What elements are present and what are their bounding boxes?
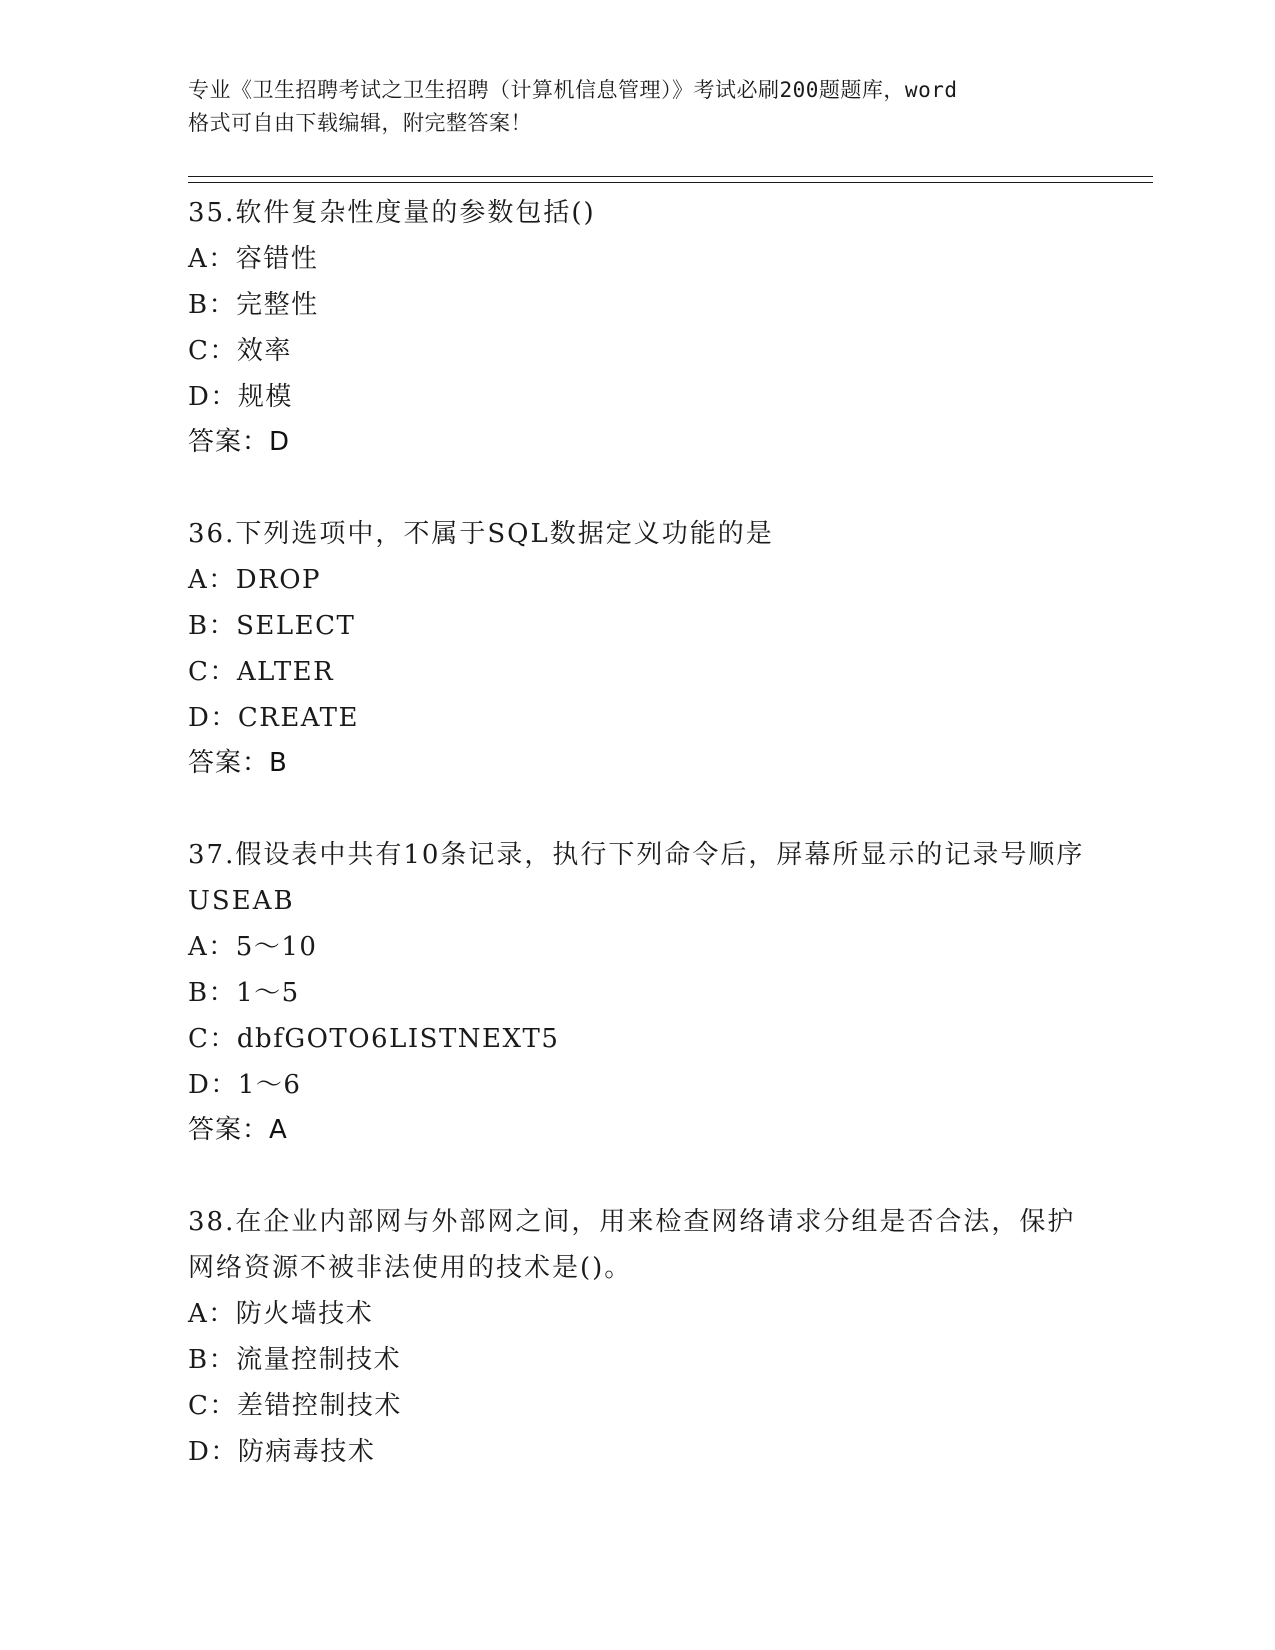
option-text: 差错控制技术 <box>236 1391 402 1421</box>
option-text: 效率 <box>236 336 292 366</box>
option-c <box>188 328 1088 374</box>
option-a <box>188 1291 1088 1337</box>
option-letter: D： <box>188 703 238 733</box>
option-d <box>188 1429 1088 1475</box>
option-letter: B： <box>188 1345 237 1375</box>
option-d <box>188 374 1088 420</box>
option-letter: C： <box>188 1391 237 1421</box>
option-letter: C： <box>188 336 237 366</box>
question-37 <box>188 832 1088 1152</box>
option-letter: C： <box>188 1024 237 1054</box>
option-text: dbfGOTO6LISTNEXT5 <box>236 1024 560 1054</box>
option-text: DROP <box>235 565 322 595</box>
option-letter: A： <box>188 244 236 274</box>
answer-line: 答案：D <box>188 427 291 457</box>
option-text: 1～6 <box>237 1070 302 1100</box>
option-b <box>188 1337 1088 1383</box>
option-letter: A： <box>188 1299 236 1329</box>
option-letter: B： <box>188 290 237 320</box>
option-letter: D： <box>188 1437 238 1467</box>
option-d <box>188 695 1088 741</box>
option-text: 流量控制技术 <box>236 1345 402 1375</box>
option-letter: C： <box>188 657 237 687</box>
option-c <box>188 1383 1088 1429</box>
header-divider-bottom <box>188 182 1153 183</box>
option-text: 5～10 <box>235 932 318 962</box>
question-stem: 37.假设表中共有10条记录，执行下列命令后，屏幕所显示的记录号顺序USEAB <box>188 840 1085 916</box>
option-a <box>188 557 1088 603</box>
question-stem: 36.下列选项中，不属于SQL数据定义功能的是 <box>188 519 774 549</box>
question-list <box>188 190 1088 1522</box>
header-line-2: 格式可自由下载编辑，附完整答案！ <box>188 111 532 135</box>
option-a <box>188 236 1088 282</box>
option-b <box>188 282 1088 328</box>
option-letter: A： <box>188 565 236 595</box>
question-38 <box>188 1199 1088 1475</box>
option-letter: B： <box>188 978 237 1008</box>
question-35 <box>188 190 1088 464</box>
option-b <box>188 970 1088 1016</box>
option-text: 1～5 <box>236 978 300 1008</box>
header-divider-top <box>188 176 1153 177</box>
answer-line: 答案：A <box>188 1115 288 1145</box>
question-stem: 35.软件复杂性度量的参数包括() <box>188 198 596 228</box>
option-text: 防火墙技术 <box>235 1299 374 1329</box>
option-letter: D： <box>188 1070 238 1100</box>
option-c <box>188 1016 1088 1062</box>
option-text: ALTER <box>236 657 335 687</box>
option-text: 完整性 <box>236 290 319 320</box>
option-letter: B： <box>188 611 237 641</box>
option-text: SELECT <box>236 611 356 641</box>
document-header <box>188 74 1088 140</box>
option-c <box>188 649 1088 695</box>
header-line-1: 专业《卫生招聘考试之卫生招聘（计算机信息管理）》考试必刷200题题库，word <box>188 78 958 102</box>
option-text: 容错性 <box>235 244 319 274</box>
question-36 <box>188 511 1088 785</box>
option-letter: A： <box>188 932 236 962</box>
option-b <box>188 603 1088 649</box>
option-text: CREATE <box>237 703 359 733</box>
option-text: 规模 <box>237 382 293 412</box>
option-text: 防病毒技术 <box>237 1437 376 1467</box>
answer-line: 答案：B <box>188 748 288 778</box>
option-a <box>188 924 1088 970</box>
option-letter: D： <box>188 382 238 412</box>
question-stem: 38.在企业内部网与外部网之间，用来检查网络请求分组是否合法，保护网络资源不被非法使用的技术是()。 <box>188 1207 1076 1283</box>
option-d <box>188 1062 1088 1108</box>
